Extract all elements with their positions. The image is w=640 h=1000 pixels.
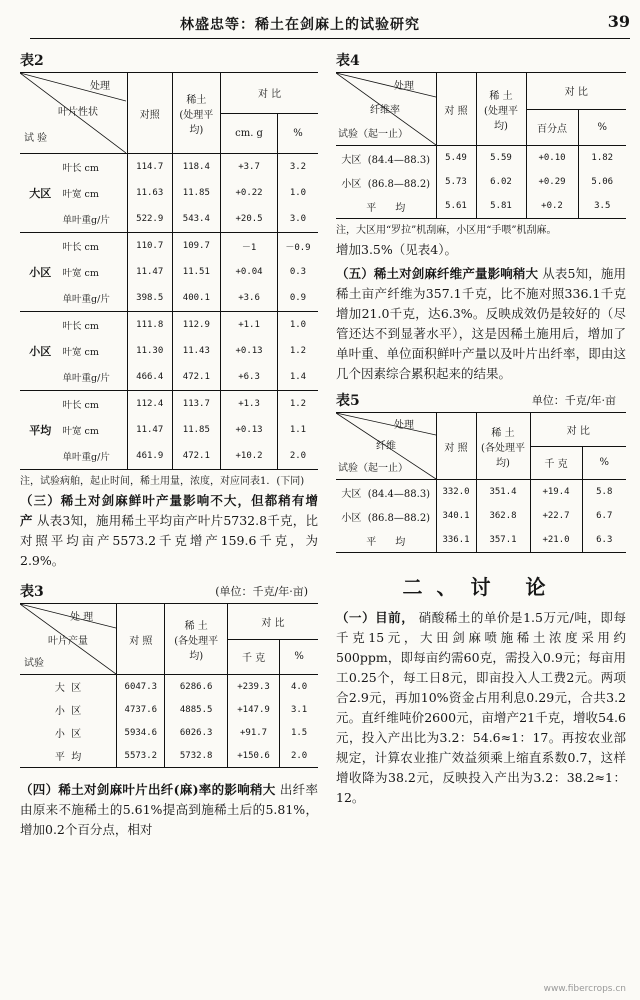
- table-row: [20, 391, 318, 418]
- paragraph-4-heading: （四）稀土对剑麻叶片出纤(麻)率的影响稍大: [20, 782, 276, 797]
- paragraph-5: [336, 264, 626, 384]
- table3-rare-earth-value: 5732.8: [165, 744, 227, 768]
- table2-control-value: 11.63: [127, 180, 172, 206]
- table5-diff-value: +19.4: [530, 480, 582, 505]
- table2-pct-value: 1.2: [277, 391, 318, 418]
- paragraph-3-body: 从表3知，施用稀土平均亩产叶片5732.8千克，比对照平均亩产5573.2千克增产159.6千克，为2.9%。: [20, 513, 318, 568]
- table-row: [20, 443, 318, 470]
- table5-head-trial: 试验（起一止）: [338, 463, 408, 474]
- table2-rare-earth-value: 113.7: [172, 391, 221, 418]
- table4-rare-earth-value: 6.02: [476, 170, 526, 194]
- table2-control-value: 461.9: [127, 443, 172, 470]
- table-row: [20, 744, 318, 768]
- table4-head-trial: 试验（起一止）: [338, 129, 408, 140]
- table3-head-rare-earth-sub: (各处理平均): [174, 635, 219, 662]
- table3-unit: (单位：千克/年·亩): [215, 585, 308, 598]
- table2-diff-value: +3.7: [221, 154, 278, 181]
- table2-pct-value: 1.4: [277, 364, 318, 391]
- table5-diagonal-header: [336, 413, 436, 479]
- table5-row-name: 大区 (84.4—88.3): [341, 488, 431, 500]
- table3-pct-value: 2.0: [280, 744, 318, 768]
- table5-head-compare: 对 比: [530, 413, 626, 447]
- table-row: [20, 698, 318, 721]
- table5-control-value: 332.0: [436, 480, 476, 505]
- table2-group-name: 平均: [20, 391, 61, 470]
- table5-head-rare-earth-label: 稀 土: [491, 427, 515, 439]
- table-row: [20, 206, 318, 233]
- table2-head-cm-g: cm. g: [221, 113, 278, 154]
- table2-row-label: 单叶重g/片: [62, 373, 110, 384]
- table3-head-rare-earth: [165, 604, 227, 675]
- table3-rare-earth-value: 6026.3: [165, 721, 227, 744]
- table3: [20, 603, 318, 768]
- table2-diff-value: +1.1: [221, 312, 278, 339]
- table5-diff-value: +22.7: [530, 504, 582, 528]
- table4-head-pp: 百分点: [526, 109, 578, 146]
- table4-control-value: 5.73: [436, 170, 476, 194]
- table2-diff-value: +0.04: [221, 259, 278, 285]
- table2-pct-value: 1.2: [277, 338, 318, 364]
- table3-control-value: 4737.6: [117, 698, 165, 721]
- table2-control-value: 398.5: [127, 285, 172, 312]
- table2-control-value: 110.7: [127, 233, 172, 260]
- table2: [20, 72, 318, 470]
- paragraph-5-body: 从表5知，施用稀土亩产纤维为357.1千克，比不施对照336.1千克增加21.0千克，达6.3%。反映成效仍是较好的（尽管还达不到显著水平），这是因稀土施用后，增加了单叶重、单位面积鲜叶产量以及叶片出纤率，即由这几个因素综合累积起来的结果。: [336, 266, 626, 381]
- table4-head-rare-earth: [476, 73, 526, 146]
- table4-head-process: 处理: [394, 81, 414, 92]
- table5-row-name: 小区 (86.8—88.2): [341, 512, 431, 524]
- table-row: [20, 180, 318, 206]
- table3-diff-value: +91.7: [227, 721, 279, 744]
- table5-rare-earth-value: 357.1: [476, 528, 530, 553]
- table3-diff-value: +150.6: [227, 744, 279, 768]
- right-column: [336, 50, 626, 808]
- table2-pct-value: 0.3: [277, 259, 318, 285]
- table4-head-rare-earth-label: 稀 土: [489, 90, 513, 102]
- table5-diff-value: +21.0: [530, 528, 582, 553]
- table2-rare-earth-value: 472.1: [172, 443, 221, 470]
- paragraph-4-body: 出纤率由原来不施稀土的5.61%提高到施稀土后的5.81%，增加0.2个百分点，相对: [20, 782, 318, 837]
- table4-pct-value: 3.5: [578, 194, 626, 219]
- table-row: [336, 194, 626, 219]
- table4-rare-earth-value: 5.81: [476, 194, 526, 219]
- table5-pct-value: 6.3: [582, 528, 626, 553]
- table3-head-compare: 对 比: [227, 604, 318, 640]
- table2-head-rare-earth-label: 稀土: [186, 94, 207, 106]
- table2-diff-value: +20.5: [221, 206, 278, 233]
- table2-note: 注，试验病舶，起止时间，稀土用量，浓度，对应同表1．(下同): [20, 476, 305, 487]
- table2-pct-value: 2.0: [277, 443, 318, 470]
- table4: [336, 72, 626, 219]
- table3-pct-value: 4.0: [280, 675, 318, 699]
- table3-row-name: 小 区: [54, 729, 82, 740]
- paragraph-3-heading: （三）稀土对剑麻鲜叶产量影响不大，但都稍有增产: [20, 493, 318, 528]
- paragraph-discussion: [336, 608, 626, 808]
- table2-head-pct: %: [277, 113, 318, 154]
- paragraph-discussion-body: 硝酸稀土的单价是1.5万元/吨，即每千克15元，大田剑麻喷施稀土浓度采用约500ppm，即每亩约需60克，需投入0.9元；每亩用工0.25个，每工日8元，即亩投入人工费2元。两项合2.9元，再加10%资金占用利息0.29元，合共3.2元。直纤维吨价2600元，亩增产21千克，增收54.6元，投入产出比为3.2：54.6≈1：17。再按农业部规定，计算农业推广效益须乘上缩直系数0.7，这样增收降为38.2元，反映投入产出为3.2：38.2≈1：12。: [336, 610, 626, 805]
- table5: [336, 412, 626, 553]
- table3-head-rare-earth-label: 稀 土: [184, 620, 208, 632]
- table2-pct-value: 3.0: [277, 206, 318, 233]
- table2-control-value: 522.9: [127, 206, 172, 233]
- table2-rare-earth-value: 11.85: [172, 180, 221, 206]
- table-row: [20, 721, 318, 744]
- table2-control-value: 11.47: [127, 259, 172, 285]
- table4-control-value: 5.49: [436, 146, 476, 171]
- table-row: [20, 233, 318, 260]
- paragraph-discussion-heading: （一）目前，: [336, 610, 415, 625]
- table5-head-kg: 千 克: [530, 446, 582, 480]
- table2-rare-earth-value: 472.1: [172, 364, 221, 391]
- table2-diff-value: +0.13: [221, 338, 278, 364]
- table2-pct-value: 1.0: [277, 180, 318, 206]
- table4-diff-value: +0.2: [526, 194, 578, 219]
- table5-head-control: 对 照: [436, 413, 476, 480]
- table4-head-pct: %: [578, 109, 626, 146]
- table3-head-kg: 千 克: [227, 639, 279, 675]
- table2-row-label: 叶宽 cm: [62, 347, 99, 358]
- page-header: [30, 8, 630, 39]
- table2-pct-value: 1.0: [277, 312, 318, 339]
- table2-head-process: 处理: [90, 81, 110, 92]
- table5-pct-value: 5.8: [582, 480, 626, 505]
- table3-caption: 表3: [20, 584, 44, 600]
- table-row: [336, 504, 626, 528]
- table3-head-leaf: 叶片产量: [48, 636, 88, 647]
- table2-diff-value: +6.3: [221, 364, 278, 391]
- table2-rare-earth-value: 400.1: [172, 285, 221, 312]
- table2-rare-earth-value: 11.85: [172, 417, 221, 443]
- table5-head-process: 处理: [394, 420, 414, 431]
- table5-head-rare-earth-sub: (各处理平均): [481, 442, 525, 469]
- table4-head-fiber: 纤维率: [370, 105, 400, 116]
- watermark: www.fibercrops.cn: [543, 984, 626, 994]
- table2-head-trial: 试 验: [24, 133, 48, 144]
- table2-control-value: 111.8: [127, 312, 172, 339]
- table2-control-value: 11.47: [127, 417, 172, 443]
- table4-head-compare: 对 比: [526, 73, 626, 110]
- table2-control-value: 11.30: [127, 338, 172, 364]
- table3-pct-value: 3.1: [280, 698, 318, 721]
- table4-diagonal-header: [336, 73, 436, 145]
- table-row: [20, 154, 318, 181]
- table4-row-name: 平 均: [366, 202, 406, 214]
- table2-rare-earth-value: 543.4: [172, 206, 221, 233]
- table3-control-value: 6047.3: [117, 675, 165, 699]
- table-row: [20, 675, 318, 699]
- table-row: [336, 480, 626, 505]
- table4-head-rare-earth-sub: (处理平均): [484, 105, 518, 132]
- table3-pct-value: 1.5: [280, 721, 318, 744]
- table3-head-trial: 试验: [24, 658, 44, 669]
- table2-head-rare-earth: [172, 73, 221, 154]
- table2-pct-value: 1.1: [277, 417, 318, 443]
- table5-control-value: 336.1: [436, 528, 476, 553]
- running-title: 林盛忠等：稀土在剑麻上的试验研究: [180, 17, 420, 33]
- table3-rare-earth-value: 4885.5: [165, 698, 227, 721]
- table2-diff-value: +0.13: [221, 417, 278, 443]
- table-row: [20, 417, 318, 443]
- table3-diagonal-header: [20, 604, 116, 674]
- table3-diff-value: +147.9: [227, 698, 279, 721]
- table-row: [336, 170, 626, 194]
- table3-row-name: 小 区: [54, 706, 82, 717]
- table2-control-value: 114.7: [127, 154, 172, 181]
- table2-caption: 表2: [20, 53, 44, 69]
- table2-row-label: 单叶重g/片: [62, 452, 110, 463]
- table-row: [20, 338, 318, 364]
- paragraph-5-heading: （五）稀土对剑麻纤维产量影响稍大: [336, 266, 539, 281]
- table2-diff-value: +10.2: [221, 443, 278, 470]
- table2-group-name: 小区: [20, 233, 61, 312]
- table3-rare-earth-value: 6286.6: [165, 675, 227, 699]
- table-row: [336, 528, 626, 553]
- table4-row-name: 小区 (86.8—88.2): [341, 178, 431, 190]
- table5-head-fiber: 纤维: [376, 441, 396, 452]
- table2-diff-value: +1.3: [221, 391, 278, 418]
- table2-row-label: 叶宽 cm: [62, 426, 99, 437]
- table3-control-value: 5934.6: [117, 721, 165, 744]
- table3-row-name: 平 均: [54, 752, 82, 763]
- table2-row-label: 叶长 cm: [62, 163, 99, 174]
- table2-head-rare-earth-sub: (处理平均): [179, 109, 214, 136]
- table2-control-value: 466.4: [127, 364, 172, 391]
- table2-head-compare: 对 比: [221, 73, 318, 114]
- table-row: [20, 285, 318, 312]
- table2-diff-value: －1: [221, 233, 278, 260]
- table3-head-pct: %: [280, 639, 318, 675]
- table3-caption-row: [20, 581, 318, 603]
- table4-head-control: 对 照: [436, 73, 476, 146]
- table2-group-name: 小区: [20, 312, 61, 391]
- table4-pct-value: 5.06: [578, 170, 626, 194]
- table5-control-value: 340.1: [436, 504, 476, 528]
- table2-diagonal-header: [20, 73, 127, 153]
- table5-rare-earth-value: 362.8: [476, 504, 530, 528]
- table4-control-value: 5.61: [436, 194, 476, 219]
- table-row: [20, 312, 318, 339]
- table4-caption: 表4: [336, 53, 360, 69]
- table2-control-value: 112.4: [127, 391, 172, 418]
- table2-rare-earth-value: 118.4: [172, 154, 221, 181]
- table2-pct-value: －0.9: [277, 233, 318, 260]
- table3-head-process: 处 理: [70, 612, 94, 623]
- table2-row-label: 单叶重g/片: [62, 294, 110, 305]
- table2-head-control: 对照: [127, 73, 172, 154]
- table4-diff-value: +0.10: [526, 146, 578, 171]
- table5-unit: 单位：千克/年·亩: [531, 394, 616, 407]
- table2-pct-value: 0.9: [277, 285, 318, 312]
- table2-rare-earth-value: 11.51: [172, 259, 221, 285]
- table4-pct-value: 1.82: [578, 146, 626, 171]
- table2-row-label: 叶长 cm: [61, 391, 128, 418]
- table2-group-name: 大区: [29, 187, 52, 200]
- table5-row-name: 平 均: [366, 536, 406, 548]
- table4-rare-earth-value: 5.59: [476, 146, 526, 171]
- table2-row-label: 单叶重g/片: [62, 215, 110, 226]
- table4-note: 注，大区用“罗拉”机刮麻，小区用“手喂”机刮麻。: [336, 225, 557, 236]
- table5-caption-row: [336, 390, 626, 412]
- table5-pct-value: 6.7: [582, 504, 626, 528]
- paragraph-3: [20, 491, 318, 571]
- table2-rare-earth-value: 112.9: [172, 312, 221, 339]
- table5-rare-earth-value: 351.4: [476, 480, 530, 505]
- table2-row-label: 叶长 cm: [61, 233, 128, 260]
- table-row: [20, 259, 318, 285]
- table2-diff-value: +3.6: [221, 285, 278, 312]
- section-title: 二、讨 论: [402, 575, 560, 599]
- table4-diff-value: +0.29: [526, 170, 578, 194]
- table2-rare-earth-value: 11.43: [172, 338, 221, 364]
- table2-pct-value: 3.2: [277, 154, 318, 181]
- table2-head-leaf: 叶片性状: [58, 107, 98, 118]
- table2-rare-earth-value: 109.7: [172, 233, 221, 260]
- paragraph-4: [20, 780, 318, 840]
- table3-head-control: 对 照: [117, 604, 165, 675]
- table5-caption: 表5: [336, 393, 360, 409]
- table3-row-name: 大 区: [54, 683, 82, 694]
- left-column: [20, 50, 318, 840]
- table4-after: 增加3.5%（见表4）。: [336, 242, 457, 257]
- table-row: [20, 364, 318, 391]
- table5-head-pct: %: [582, 446, 626, 480]
- table5-head-rare-earth: [476, 413, 530, 480]
- table2-row-label: 叶宽 cm: [62, 189, 99, 200]
- table-row: [336, 146, 626, 171]
- table2-row-label: 叶长 cm: [61, 312, 128, 339]
- table2-diff-value: +0.22: [221, 180, 278, 206]
- table2-row-label: 叶宽 cm: [62, 268, 99, 279]
- table3-diff-value: +239.3: [227, 675, 279, 699]
- page-number: 39: [607, 12, 630, 31]
- table3-control-value: 5573.2: [117, 744, 165, 768]
- table4-row-name: 大区 (84.4—88.3): [341, 154, 431, 166]
